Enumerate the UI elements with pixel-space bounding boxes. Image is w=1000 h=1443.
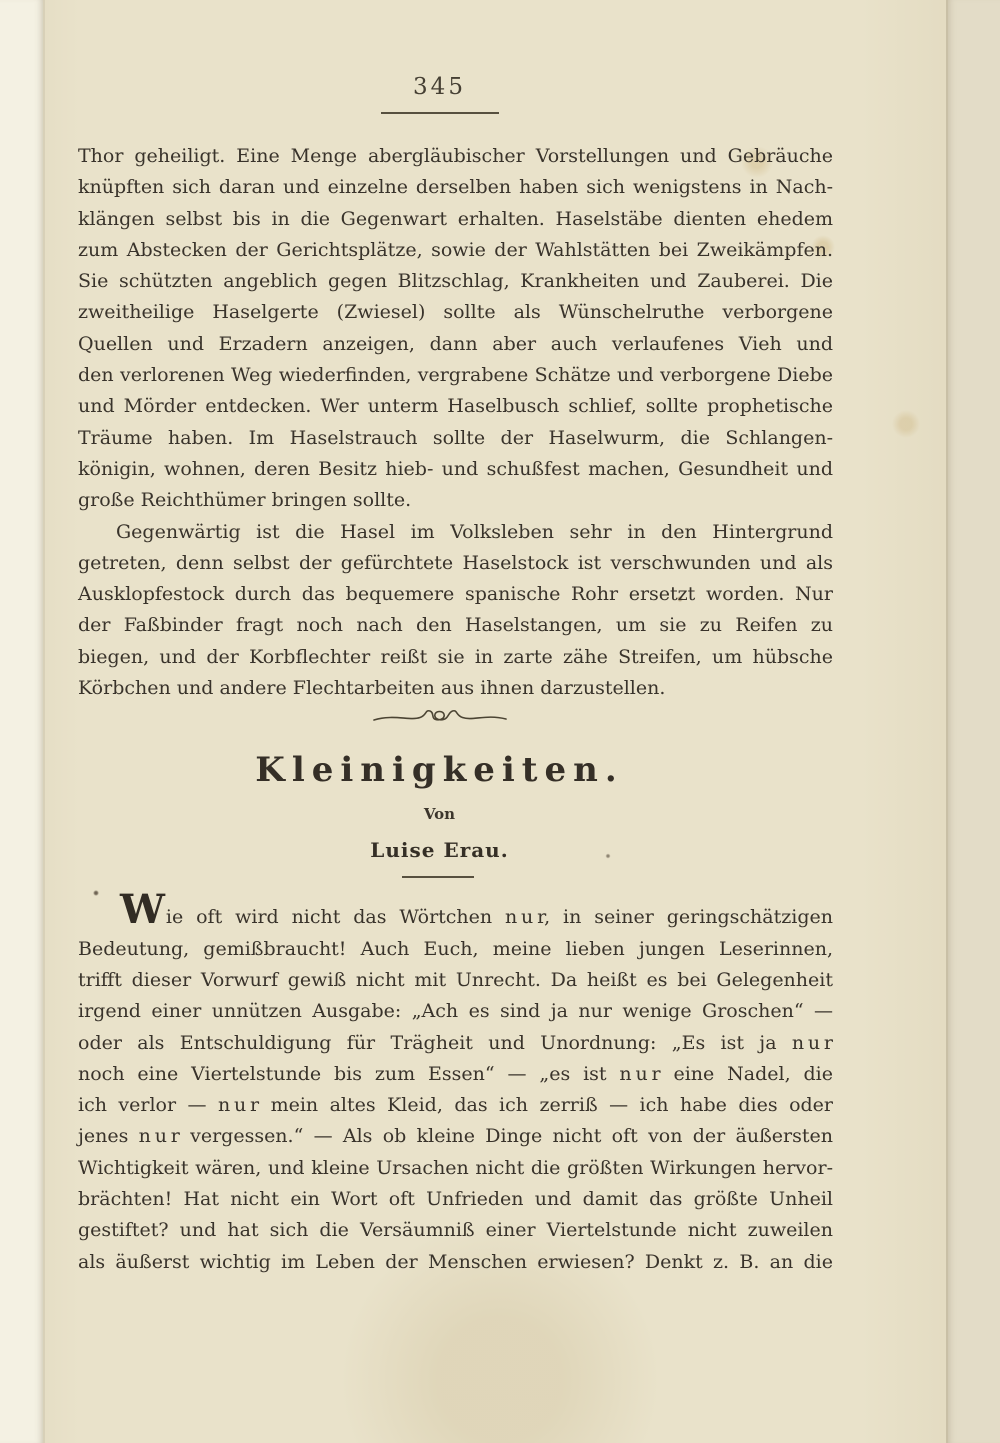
- text-line: biegen, und der Korbflechter reißt sie in zarte zähe Streifen, um hübsche: [78, 645, 833, 668]
- text-line: ie oft wird nicht das Wörtchen n u r, in seiner geringschätzigen: [165, 906, 833, 929]
- section-divider: [62, 704, 817, 730]
- text-line: der Faßbinder fragt noch nach den Haselstangen, um sie zu Reifen zu: [78, 614, 833, 637]
- byline-label: Von: [423, 805, 456, 824]
- text-line: Wichtigkeit wären, und kleine Ursachen nicht die größten Wirkungen hervor-: [78, 1156, 833, 1179]
- page-left-edge: [0, 0, 45, 1443]
- text-line: oder als Entschuldigung für Trägheit und Unordnung: „Es ist ja n u r: [78, 1031, 833, 1054]
- text-line: königin, wohnen, deren Besitz hieb- und schußfest machen, Gesundheit und: [78, 457, 833, 480]
- text-line: Quellen und Erzadern anzeigen, dann aber auch verlaufenes Vieh und: [78, 332, 833, 355]
- text-line: ich verlor — n u r mein altes Kleid, das ich zerriß — ich habe dies oder: [78, 1094, 833, 1117]
- text-line: Gegenwärtig ist die Hasel im Volksleben sehr in den Hintergrund: [116, 520, 833, 543]
- text-line: zum Abstecken der Gerichtsplätze, sowie der Wahlstätten bei Zweikämpfen.: [78, 238, 833, 261]
- text-line: gestiftet? und hat sich die Versäumniß einer Viertelstunde nicht zuweilen: [78, 1219, 833, 1242]
- text-column: [78, 141, 833, 1278]
- text-line: und Mörder entdecken. Wer unterm Haselbusch schlief, sollte prophetische: [78, 395, 833, 418]
- section-title: Kleinigkeiten.: [255, 750, 624, 791]
- page-number-rule: [381, 112, 499, 114]
- text-line: irgend einer unnützen Ausgabe: „Ach es sind ja nur wenige Groschen“ —: [78, 1000, 833, 1023]
- text-line: Sie schützten angeblich gegen Blitzschlag, Krankheiten und Zauberei. Die: [78, 270, 833, 293]
- ornate-initial-w: W: [120, 886, 166, 934]
- author-name: Luise Erau.: [370, 838, 509, 863]
- text-line: Bedeutung, gemißbraucht! Auch Euch, meine lieben jungen Leserinnen,: [78, 937, 833, 960]
- author-rule: [402, 876, 474, 878]
- page-number: 345: [413, 74, 466, 100]
- text-line: noch eine Viertelstunde bis zum Essen“ — „es ist n u r eine Nadel, die: [78, 1062, 833, 1085]
- page-right-edge: [946, 0, 1000, 1443]
- text-line: Körbchen und andere Flechtarbeiten aus ihnen darzustellen.: [78, 677, 666, 700]
- text-line: Ausklopfestock durch das bequemere spanische Rohr ersetzt worden. Nur: [78, 583, 833, 606]
- knot-flourish-icon: [372, 704, 508, 730]
- text-line: Träume haben. Im Haselstrauch sollte der Haselwurm, die Schlangen-: [78, 426, 833, 449]
- text-line: jenes n u r vergessen.“ — Als ob kleine Dinge nicht oft von der äußersten: [78, 1125, 833, 1148]
- text-line: Thor geheiligt. Eine Menge abergläubischer Vorstellungen und Gebräuche: [78, 145, 833, 167]
- page-header: [62, 74, 817, 114]
- text-line: knüpften sich daran und einzelne derselben haben sich wenigstens in Nach-: [78, 176, 833, 199]
- text-line: getreten, denn selbst der gefürchtete Haselstock ist verschwunden und als: [78, 551, 833, 574]
- text-line: zweitheilige Haselgerte (Zwiesel) sollte als Wünschelruthe verborgene: [78, 301, 833, 324]
- paragraph-article-opening: [78, 886, 833, 1278]
- text-line: klängen selbst bis in die Gegenwart erhalten. Haselstäbe dienten ehedem: [78, 207, 833, 230]
- paragraph-hazel-today: [78, 517, 833, 705]
- text-line: den verlorenen Weg wiederfinden, vergrabene Schätze und verborgene Diebe: [78, 364, 833, 387]
- paragraph-hazel-lore: [78, 141, 833, 517]
- text-line: brächten! Hat nicht ein Wort oft Unfrieden und damit das größte Unheil: [78, 1188, 833, 1211]
- text-line: als äußerst wichtig im Leben der Menschen erwiesen? Denkt z. B. an die: [78, 1250, 833, 1273]
- text-line: trifft dieser Vorwurf gewiß nicht mit Unrecht. Da heißt es bei Gelegenheit: [78, 968, 833, 991]
- text-line: große Reichthümer bringen sollte.: [78, 489, 412, 512]
- text-line-with-initial: [78, 886, 833, 934]
